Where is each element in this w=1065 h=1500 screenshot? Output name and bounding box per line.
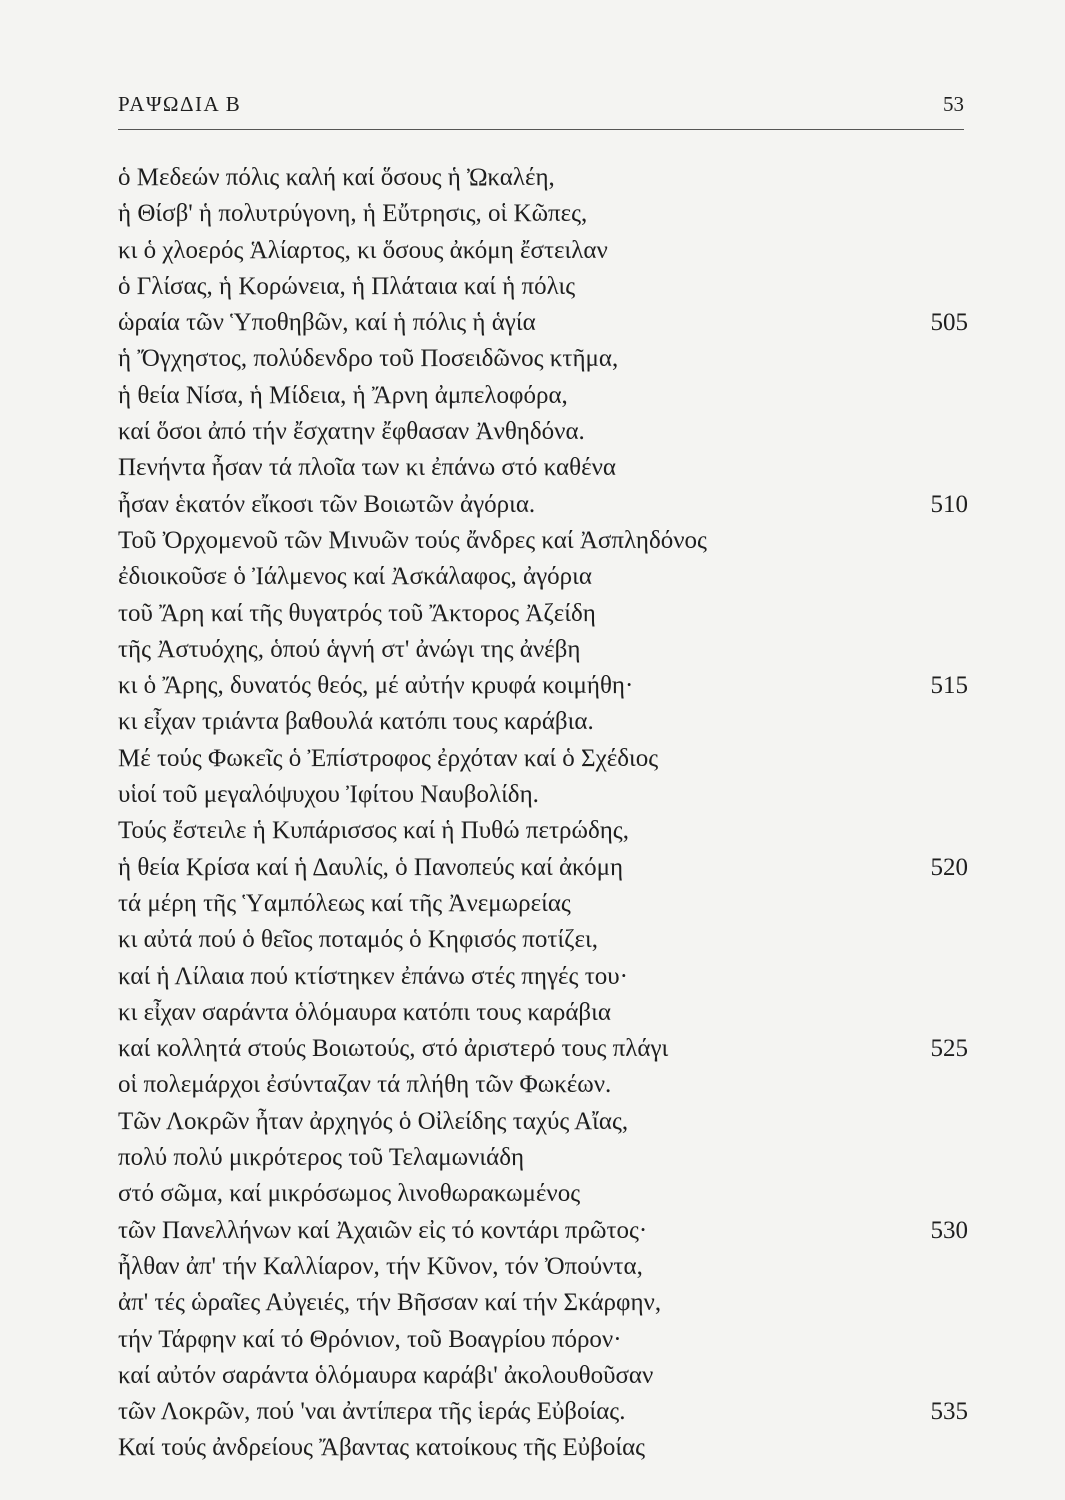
verse-text: κι ὁ χλοερός Ἁλίαρτος, κι ὅσους ἀκόμη ἔστειλαν bbox=[118, 236, 608, 264]
verse-text: καί αὐτόν σαράντα ὁλόμαυρα καράβι' ἀκολουθοῦσαν bbox=[118, 1361, 654, 1389]
verse-line bbox=[118, 850, 968, 886]
running-head bbox=[118, 92, 964, 132]
verse-line bbox=[118, 559, 968, 595]
verse-line bbox=[118, 1031, 968, 1067]
verse-text: καί ἡ Λίλαια πού κτίστηκεν ἐπάνω στές πηγές του· bbox=[118, 962, 628, 990]
verse-line bbox=[118, 741, 968, 777]
verse-text: τῶν Πανελλήνων καί Ἀχαιῶν εἰς τό κοντάρι πρῶτος· bbox=[118, 1216, 648, 1244]
verse-text: κι ὁ Ἄρης, δυνατός θεός, μέ αὐτήν κρυφά κοιμήθη· bbox=[118, 672, 634, 700]
verse-line bbox=[118, 813, 968, 849]
verse-line bbox=[118, 632, 968, 668]
verse-text: τοῦ Ἄρη καί τῆς θυγατρός τοῦ Ἄκτορος Ἀζείδη bbox=[118, 599, 596, 627]
verse-text: κι αὐτά πού ὁ θεῖος ποταμός ὁ Κηφισός ποτίζει, bbox=[118, 926, 598, 954]
verse-text: κι εἶχαν τριάντα βαθουλά κατόπι τους καράβια. bbox=[118, 708, 594, 736]
verse-line bbox=[118, 1358, 968, 1394]
verse-text: Τούς ἔστειλε ἡ Κυπάρισσος καί ἡ Πυθώ πετρώδης, bbox=[118, 817, 629, 845]
verse-line bbox=[118, 1430, 968, 1466]
line-number: 505 bbox=[930, 309, 968, 337]
verse-text: ἐδιοικοῦσε ὁ Ἰάλμενος καί Ἀσκάλαφος, ἀγόρια bbox=[118, 563, 592, 591]
verse-line bbox=[118, 160, 968, 196]
verse-text: πολύ πολύ μικρότερος τοῦ Τελαμωνιάδη bbox=[118, 1144, 525, 1172]
page-number: 53 bbox=[943, 92, 964, 116]
line-number: 510 bbox=[930, 490, 968, 518]
verse-line bbox=[118, 596, 968, 632]
verse-text: τῆς Ἀστυόχης, ὁπού ἁγνή στ' ἀνώγι της ἀνέβη bbox=[118, 635, 581, 663]
verse-line bbox=[118, 1104, 968, 1140]
verse-text: τῶν Λοκρῶν, πού 'ναι ἀντίπερα τῆς ἱεράς Εὐβοίας. bbox=[118, 1398, 626, 1426]
chapter-title: ΡΑΨΩΔΙΑ Β bbox=[118, 92, 242, 116]
verse-text: ὁ Γλίσας, ἡ Κορώνεια, ἡ Πλάταια καί ἡ πόλις bbox=[118, 272, 576, 300]
verse-line bbox=[118, 341, 968, 377]
verse-line bbox=[118, 1394, 968, 1430]
verse-line bbox=[118, 233, 968, 269]
verse-line bbox=[118, 450, 968, 486]
verse-line bbox=[118, 378, 968, 414]
verse-line bbox=[118, 269, 968, 305]
verse-line bbox=[118, 414, 968, 450]
verse-line bbox=[118, 959, 968, 995]
verse-line bbox=[118, 1285, 968, 1321]
verse-line bbox=[118, 704, 968, 740]
verse-line bbox=[118, 886, 968, 922]
verse-text: ἡ Θίσβ' ἡ πολυτρύγονη, ἡ Εὔτρησις, οἱ Κῶπες, bbox=[118, 200, 588, 228]
line-number: 535 bbox=[930, 1398, 968, 1426]
verse-text: υἱοί τοῦ μεγαλόψυχου Ἰφίτου Ναυβολίδη. bbox=[118, 781, 539, 809]
verse-line bbox=[118, 922, 968, 958]
verse-line bbox=[118, 1213, 968, 1249]
verse-line bbox=[118, 196, 968, 232]
verse-line bbox=[118, 1176, 968, 1212]
verse-line bbox=[118, 523, 968, 559]
verse-line bbox=[118, 777, 968, 813]
verse-text: ἡ θεία Νίσα, ἡ Μίδεια, ἡ Ἄρνη ἀμπελοφόρα, bbox=[118, 381, 568, 409]
verse-text: ἡ θεία Κρίσα καί ἡ Δαυλίς, ὁ Πανοπεύς καί ἀκόμη bbox=[118, 853, 624, 881]
verse-text: ἡ Ὄγχηστος, πολύδενδρο τοῦ Ποσειδῶνος κτῆμα, bbox=[118, 345, 619, 373]
verse-text: οἱ πολεμάρχοι ἐσύνταζαν τά πλήθη τῶν Φωκέων. bbox=[118, 1071, 612, 1099]
line-number: 525 bbox=[930, 1035, 968, 1063]
verse-text: στό σῶμα, καί μικρόσωμος λινοθωρακωμένος bbox=[118, 1180, 581, 1208]
line-number: 520 bbox=[930, 853, 968, 881]
verse-text: ὡραία τῶν Ὑποθηβῶν, καί ἡ πόλις ἡ ἁγία bbox=[118, 309, 536, 337]
header-rule bbox=[118, 129, 964, 130]
verse-block bbox=[118, 160, 968, 1467]
verse-line bbox=[118, 1067, 968, 1103]
line-number: 530 bbox=[930, 1216, 968, 1244]
verse-text: Πενήντα ἦσαν τά πλοῖα των κι ἐπάνω στό καθένα bbox=[118, 454, 617, 482]
verse-text: ὁ Μεδεών πόλις καλή καί ὅσους ἡ Ὠκαλέη, bbox=[118, 164, 555, 191]
verse-text: τήν Τάρφην καί τό Θρόνιον, τοῦ Βοαγρίου πόρον· bbox=[118, 1325, 622, 1353]
line-number: 515 bbox=[930, 672, 968, 700]
verse-text: ἦσαν ἑκατόν εἴκοσι τῶν Βοιωτῶν ἀγόρια. bbox=[118, 490, 536, 518]
verse-text: κι εἶχαν σαράντα ὁλόμαυρα κατόπι τους καράβια bbox=[118, 998, 611, 1026]
verse-text: Καί τούς ἀνδρείους Ἄβαντας κατοίκους τῆς Εὐβοίας bbox=[118, 1434, 646, 1462]
verse-text: καί κολλητά στούς Βοιωτούς, στό ἀριστερό τους πλάγι bbox=[118, 1035, 669, 1063]
verse-line bbox=[118, 1322, 968, 1358]
verse-text: Τοῦ Ὀρχομενοῦ τῶν Μινυῶν τούς ἄνδρες καί Ἀσπληδόνος bbox=[118, 526, 707, 554]
verse-text: ἀπ' τές ὡραῖες Αὐγειές, τήν Βῆσσαν καί τήν Σκάρφην, bbox=[118, 1289, 662, 1317]
verse-line bbox=[118, 995, 968, 1031]
verse-line bbox=[118, 305, 968, 341]
verse-line bbox=[118, 1140, 968, 1176]
verse-text: Μέ τούς Φωκεῖς ὁ Ἐπίστροφος ἐρχόταν καί ὁ Σχέδιος bbox=[118, 744, 659, 772]
verse-text: ἦλθαν ἀπ' τήν Καλλίαρον, τήν Κῦνον, τόν Ὀπούντα, bbox=[118, 1252, 643, 1280]
verse-text: τά μέρη τῆς Ὑαμπόλεως καί τῆς Ἀνεμωρείας bbox=[118, 889, 571, 917]
verse-line bbox=[118, 487, 968, 523]
verse-line bbox=[118, 1249, 968, 1285]
verse-text: καί ὅσοι ἀπό τήν ἔσχατην ἔφθασαν Ἀνθηδόνα. bbox=[118, 418, 585, 446]
verse-text: Τῶν Λοκρῶν ἦταν ἀρχηγός ὁ Οἰλείδης ταχύς Αἴας, bbox=[118, 1107, 629, 1135]
verse-line bbox=[118, 668, 968, 704]
